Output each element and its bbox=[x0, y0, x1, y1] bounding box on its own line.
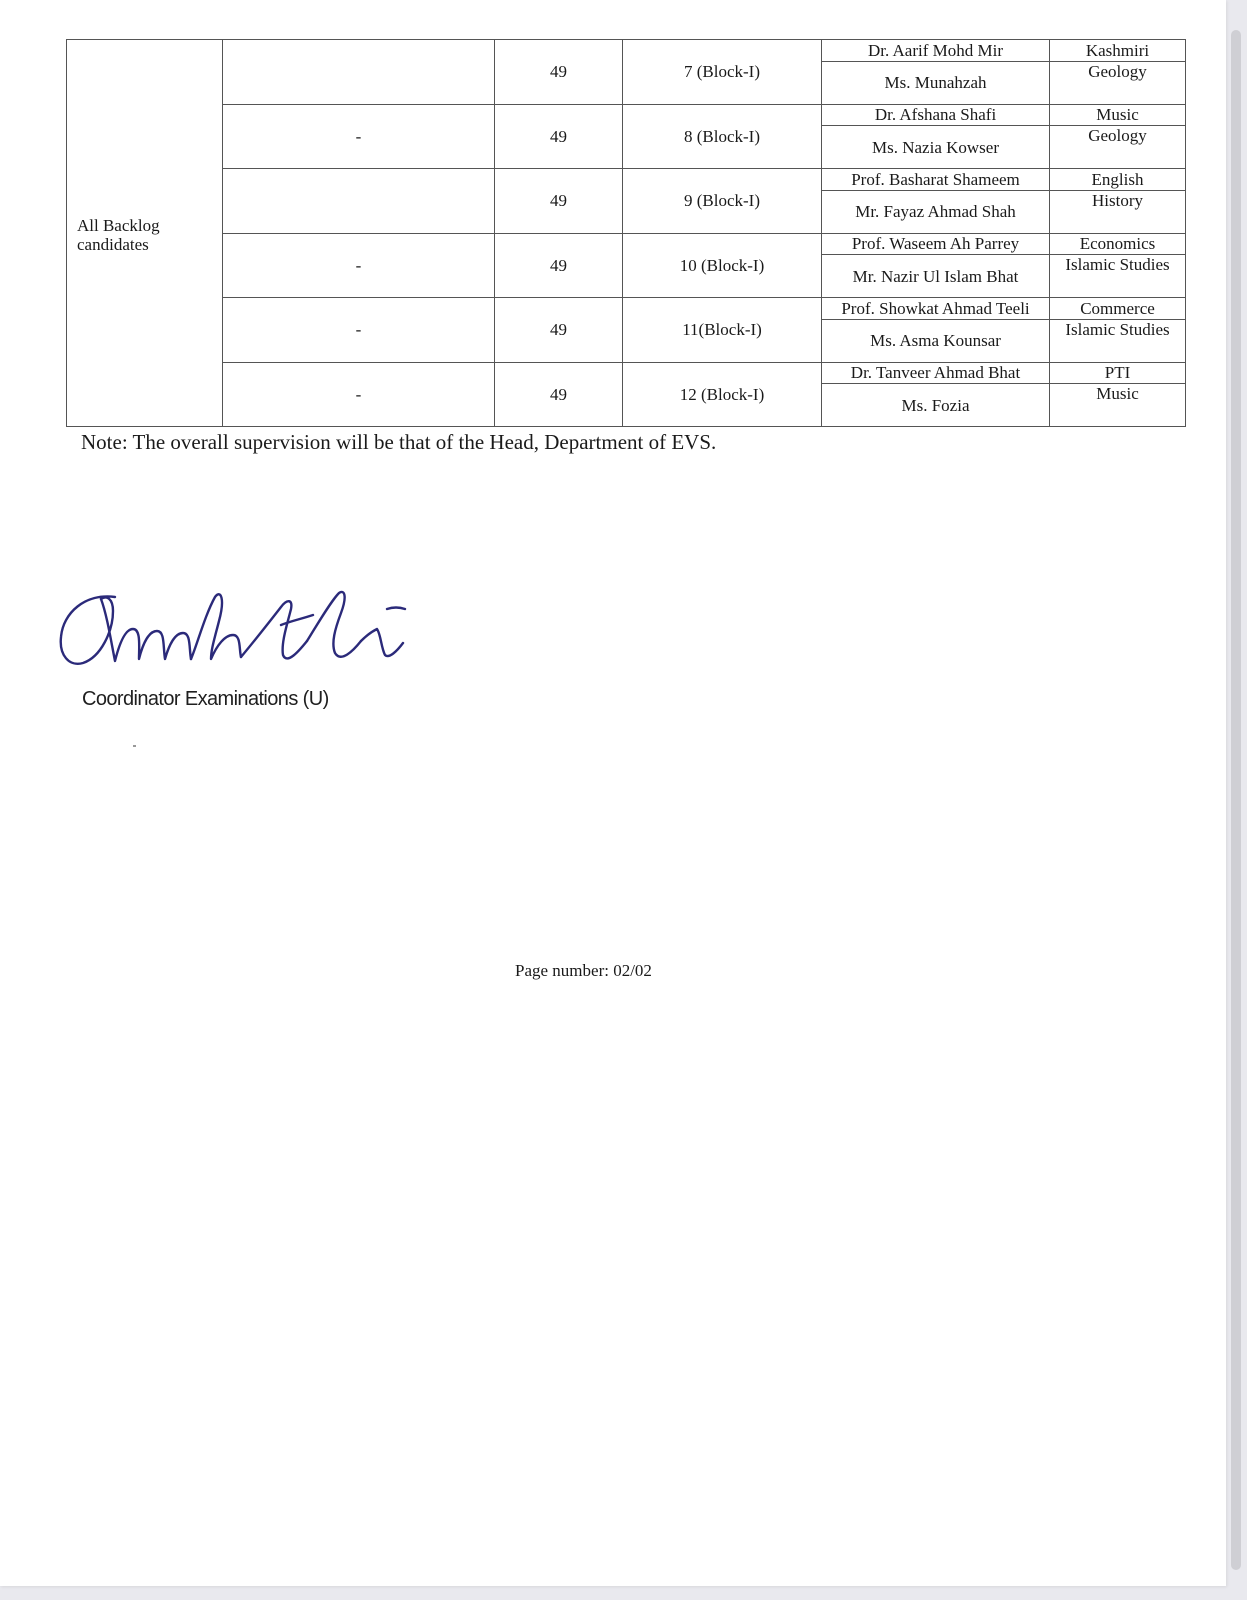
room-cell: 12 (Block-I) bbox=[623, 362, 822, 427]
invigilator-name-cell: Mr. Nazir Ul Islam Bhat bbox=[822, 255, 1050, 298]
department-cell: History bbox=[1050, 190, 1186, 233]
room-cell: 9 (Block-I) bbox=[623, 169, 822, 234]
col2-cell bbox=[223, 40, 495, 105]
candidate-count-cell: 49 bbox=[495, 362, 623, 427]
col2-cell: - bbox=[223, 298, 495, 363]
invigilator-name-cell: Prof. Basharat Shameem bbox=[822, 169, 1050, 191]
coordinator-signature bbox=[55, 585, 425, 685]
department-cell: Music bbox=[1050, 104, 1186, 126]
department-cell: Commerce bbox=[1050, 298, 1186, 320]
department-cell: Islamic Studies bbox=[1050, 319, 1186, 362]
table-row bbox=[67, 104, 1186, 126]
department-cell: English bbox=[1050, 169, 1186, 191]
department-cell: Islamic Studies bbox=[1050, 255, 1186, 298]
candidate-count-cell: 49 bbox=[495, 233, 623, 298]
room-cell: 11(Block-I) bbox=[623, 298, 822, 363]
department-cell: Music bbox=[1050, 384, 1186, 427]
page-number: Page number: 02/02 bbox=[515, 961, 652, 980]
table-row bbox=[67, 40, 1186, 62]
scan-speck bbox=[133, 745, 136, 747]
room-cell: 10 (Block-I) bbox=[623, 233, 822, 298]
invigilator-name-cell: Mr. Fayaz Ahmad Shah bbox=[822, 190, 1050, 233]
invigilator-name-cell: Ms. Nazia Kowser bbox=[822, 126, 1050, 169]
department-cell: Economics bbox=[1050, 233, 1186, 255]
supervision-note: Note: The overall supervision will be that of the Head, Department of EVS. bbox=[81, 430, 717, 454]
candidate-category-cell: All Backlog candidates bbox=[67, 40, 223, 427]
invigilation-duty-table bbox=[66, 39, 1186, 427]
candidate-count-cell: 49 bbox=[495, 169, 623, 234]
invigilator-name-cell: Dr. Aarif Mohd Mir bbox=[822, 40, 1050, 62]
department-cell: Geology bbox=[1050, 126, 1186, 169]
room-cell: 8 (Block-I) bbox=[623, 104, 822, 169]
invigilator-name-cell: Ms. Asma Kounsar bbox=[822, 319, 1050, 362]
col2-cell: - bbox=[223, 104, 495, 169]
invigilator-name-cell: Ms. Munahzah bbox=[822, 61, 1050, 104]
scrollbar-thumb[interactable] bbox=[1231, 30, 1241, 1570]
candidate-count-cell: 49 bbox=[495, 298, 623, 363]
room-cell: 7 (Block-I) bbox=[623, 40, 822, 105]
department-cell: Geology bbox=[1050, 61, 1186, 104]
col2-cell bbox=[223, 169, 495, 234]
invigilator-name-cell: Prof. Waseem Ah Parrey bbox=[822, 233, 1050, 255]
signatory-title: Coordinator Examinations (U) bbox=[82, 688, 329, 710]
table-row bbox=[67, 233, 1186, 255]
table-row bbox=[67, 362, 1186, 384]
table-row bbox=[67, 298, 1186, 320]
table-row bbox=[67, 169, 1186, 191]
invigilator-name-cell: Prof. Showkat Ahmad Teeli bbox=[822, 298, 1050, 320]
department-cell: PTI bbox=[1050, 362, 1186, 384]
candidate-count-cell: 49 bbox=[495, 104, 623, 169]
candidate-count-cell: 49 bbox=[495, 40, 623, 105]
invigilator-name-cell: Ms. Fozia bbox=[822, 384, 1050, 427]
invigilator-name-cell: Dr. Afshana Shafi bbox=[822, 104, 1050, 126]
department-cell: Kashmiri bbox=[1050, 40, 1186, 62]
col2-cell: - bbox=[223, 233, 495, 298]
col2-cell: - bbox=[223, 362, 495, 427]
invigilator-name-cell: Dr. Tanveer Ahmad Bhat bbox=[822, 362, 1050, 384]
